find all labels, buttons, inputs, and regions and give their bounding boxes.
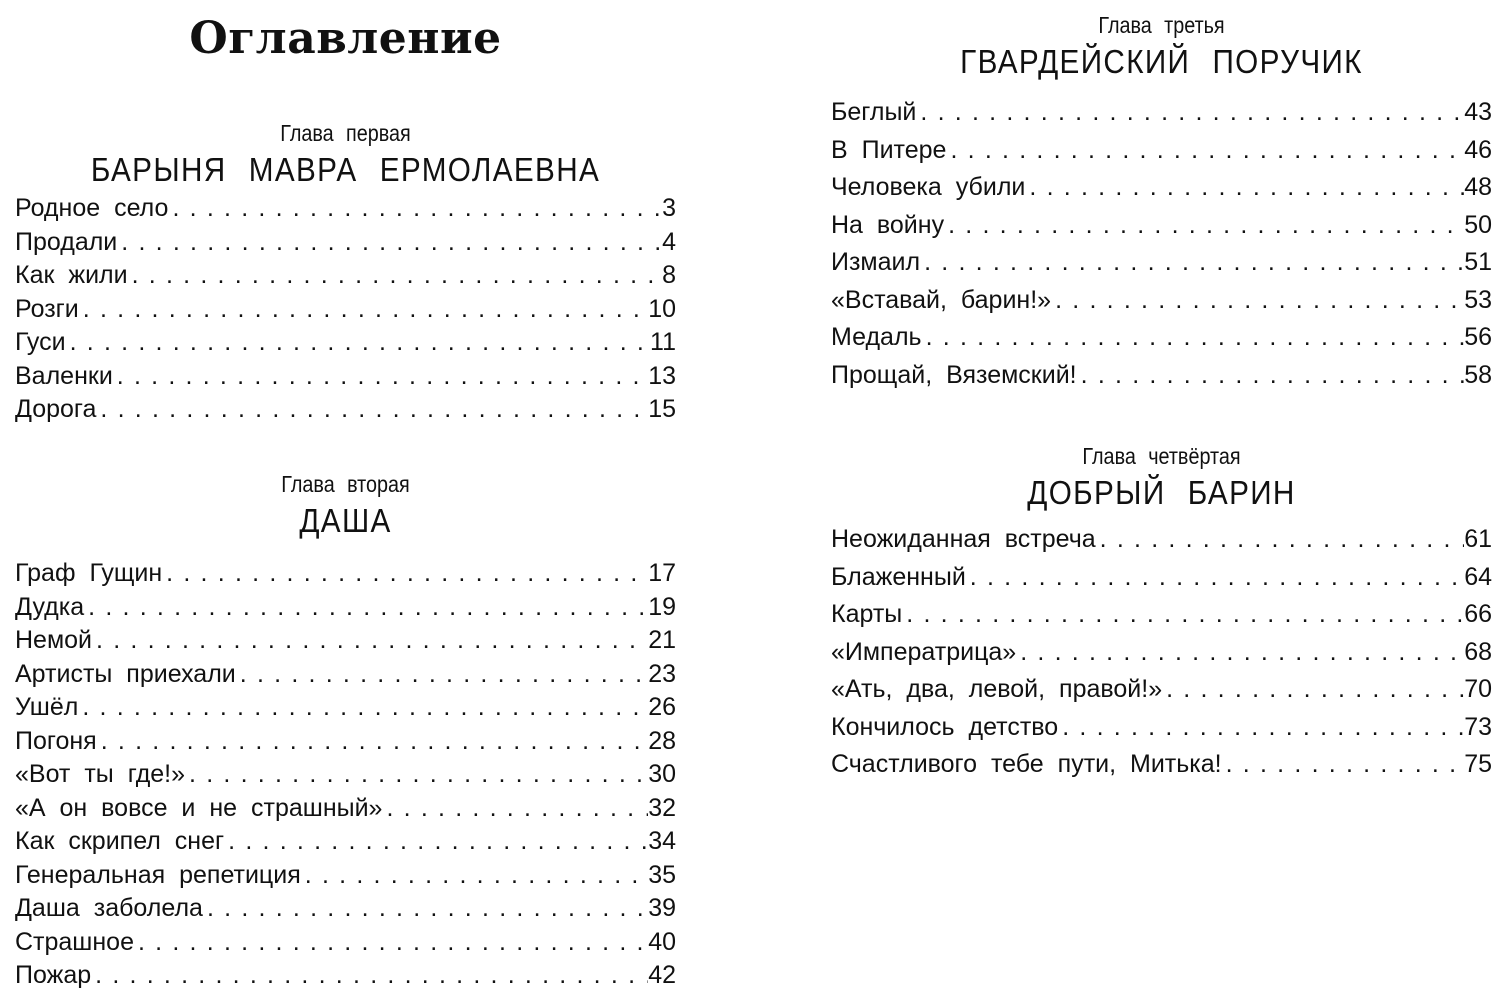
toc-dot-leader [168,192,662,226]
chapter-title: ГВАРДЕЙСКИЙ ПОРУЧИК [960,43,1363,80]
toc-dot-leader [944,207,1464,245]
toc-entry-title: На войну [831,210,945,239]
toc-entry-page: 58 [1464,360,1492,389]
toc-entry-title: Дудка [15,592,85,621]
toc-entry-page: 53 [1464,285,1492,314]
toc-entry [15,624,676,658]
chapter-entries [831,521,1492,784]
toc-dot-leader [1162,671,1464,709]
toc-entry [831,319,1492,357]
chapter-entries [831,94,1492,394]
toc-entry-title: «Ать, два, левой, правой!» [831,675,1163,703]
toc-entry [15,226,676,260]
toc-dot-leader [128,259,663,293]
toc-entry-page: 43 [1464,98,1492,126]
toc-entry [15,393,676,427]
toc-entry-title: Немой [15,626,93,654]
toc-entry [831,521,1492,559]
toc-entry-title: Карты [831,600,903,628]
toc-entry [15,758,676,792]
toc-entry-title: Валенки [15,361,113,390]
toc-entry-title: В Питере [831,135,947,164]
toc-dot-leader [236,658,648,692]
toc-dot-leader [97,725,648,759]
toc-dot-leader [382,792,648,826]
toc-entry-title: Генеральная репетиция [15,860,301,889]
toc-entry [831,634,1492,672]
toc-dot-leader [117,226,662,260]
toc-entry-title: Кончилось детство [831,712,1059,741]
toc-entry [15,259,676,293]
toc-entry-title: «А он вовсе и не страшный» [15,793,383,822]
toc-entry-page: 3 [662,194,676,222]
chapter-title: БАРЫНЯ МАВРА ЕРМОЛАЕВНА [90,151,601,188]
toc-entry [831,244,1492,282]
toc-entry-title: Дорога [15,395,97,423]
toc-entry-title: Ушёл [15,693,79,721]
toc-entry-page: 15 [648,395,676,423]
toc-dot-leader [922,319,1465,357]
toc-dot-leader [96,393,648,427]
toc-dot-leader [78,691,648,725]
toc-dot-leader [92,624,648,658]
toc-entry-page: 56 [1464,323,1492,351]
toc-entry [15,192,676,226]
toc-entry-title: Продали [15,227,118,256]
toc-entry [15,792,676,826]
toc-dot-leader [224,825,648,859]
toc-dot-leader [946,132,1464,170]
toc-entry-title: Погоня [15,726,97,755]
chapter-entries [15,192,676,427]
toc-entry-page: 70 [1464,675,1492,703]
chapter-label: Глава четвёртая [1082,443,1241,469]
toc-dot-leader [1222,746,1465,784]
toc-entry-title: Блаженный [831,562,966,591]
toc-entry-page: 21 [648,626,676,654]
toc-dot-leader [203,892,648,926]
toc-entry-title: Страшное [15,927,134,956]
page-title: Оглавление [189,13,502,64]
toc-dot-leader [1096,521,1465,559]
toc-entry-title: Даша заболела [15,894,203,922]
toc-entry-title: «Императрица» [831,637,1017,666]
toc-entry-title: Артисты приехали [15,659,236,688]
toc-dot-leader [66,326,650,360]
toc-entry-page: 19 [648,592,676,621]
toc-entry [831,94,1492,132]
toc-dot-leader [84,591,648,625]
toc-dot-leader [162,557,648,591]
toc-entry-page: 73 [1464,712,1492,741]
chapter-label: Глава вторая [281,471,410,497]
toc-entry-page: 34 [648,827,676,855]
toc-entry-page: 51 [1464,248,1492,276]
chapter-entries [15,557,676,993]
toc-entry-title: Неожиданная встреча [831,525,1096,553]
toc-entry-title: Как жили [15,261,128,289]
toc-entry-page: 11 [650,328,676,356]
chapter-3 [831,10,1492,394]
toc-entry [15,725,676,759]
chapter-2 [15,469,676,993]
toc-entry-page: 28 [648,726,676,755]
chapter-4 [831,441,1492,784]
toc-entry-page: 39 [648,894,676,922]
toc-entry [831,207,1492,245]
toc-entry-title: Розги [15,294,79,323]
toc-entry [15,926,676,960]
toc-entry [15,691,676,725]
toc-entry-page: 26 [648,693,676,721]
toc-entry [831,357,1492,395]
toc-entry-title: Пожар [15,961,92,989]
toc-entry-page: 42 [648,961,676,989]
toc-entry-title: Счастливого тебе пути, Митька! [831,750,1222,778]
toc-entry-title: Гуси [15,328,66,356]
toc-entry-title: Медаль [831,323,922,351]
toc-entry-page: 10 [648,294,676,323]
toc-entry-title: Граф Гущин [15,559,163,587]
toc-entry-title: «Вставай, барин!» [831,285,1052,314]
toc-entry-page: 75 [1464,750,1492,778]
toc-dot-leader [91,959,648,993]
toc-dot-leader [79,293,648,327]
toc-entry [15,892,676,926]
toc-entry-title: Родное село [15,194,169,222]
toc-entry-page: 40 [648,927,676,956]
toc-entry [831,559,1492,597]
toc-entry [15,959,676,993]
toc-entry [831,671,1492,709]
toc-dot-leader [1051,282,1464,320]
toc-entry-title: Прощай, Вяземский! [831,360,1077,389]
toc-entry [831,282,1492,320]
chapter-title: ДАША [299,502,392,539]
toc-entry-page: 68 [1464,637,1492,666]
toc-entry [15,825,676,859]
toc-entry-page: 30 [648,760,676,788]
toc-entry [15,326,676,360]
toc-entry-page: 23 [648,659,676,688]
toc-entry-title: Измаил [831,248,921,276]
toc-dot-leader [1077,357,1465,395]
toc-entry-page: 46 [1464,135,1492,164]
toc-dot-leader [113,360,648,394]
toc-entry [15,658,676,692]
toc-dot-leader [1025,169,1464,207]
toc-entry [831,596,1492,634]
chapter-label: Глава первая [280,120,411,146]
toc-dot-leader [1016,634,1464,672]
toc-entry [15,557,676,591]
toc-entry [15,360,676,394]
toc-entry-title: Беглый [831,98,917,126]
toc-entry [831,709,1492,747]
toc-entry-page: 64 [1464,562,1492,591]
toc-entry-page: 32 [648,793,676,822]
toc-entry-page: 8 [662,261,676,289]
toc-dot-leader [920,244,1464,282]
toc-dot-leader [185,758,648,792]
toc-dot-leader [966,559,1464,597]
toc-entry [15,859,676,893]
chapter-1 [15,118,676,427]
toc-entry [831,169,1492,207]
toc-entry-page: 48 [1464,173,1492,201]
toc-entry [831,746,1492,784]
toc-entry-page: 17 [648,559,676,587]
toc-entry-page: 13 [648,361,676,390]
toc-dot-leader [134,926,648,960]
chapter-title: ДОБРЫЙ БАРИН [1027,474,1296,511]
toc-entry-title: Как скрипел снег [15,827,225,855]
toc-entry-page: 61 [1464,525,1492,553]
toc-entry-title: Человека убили [831,173,1026,201]
toc-entry-page: 35 [648,860,676,889]
toc-dot-leader [301,859,648,893]
toc-dot-leader [902,596,1464,634]
toc-entry [15,293,676,327]
toc-dot-leader [916,94,1464,132]
toc-dot-leader [1058,709,1464,747]
toc-entry-page: 66 [1464,600,1492,628]
toc-entry-page: 4 [662,227,676,256]
toc-entry [831,132,1492,170]
toc-entry-page: 50 [1464,210,1492,239]
chapter-label: Глава третья [1098,12,1225,38]
toc-entry-title: «Вот ты где!» [15,760,186,788]
toc-entry [15,591,676,625]
